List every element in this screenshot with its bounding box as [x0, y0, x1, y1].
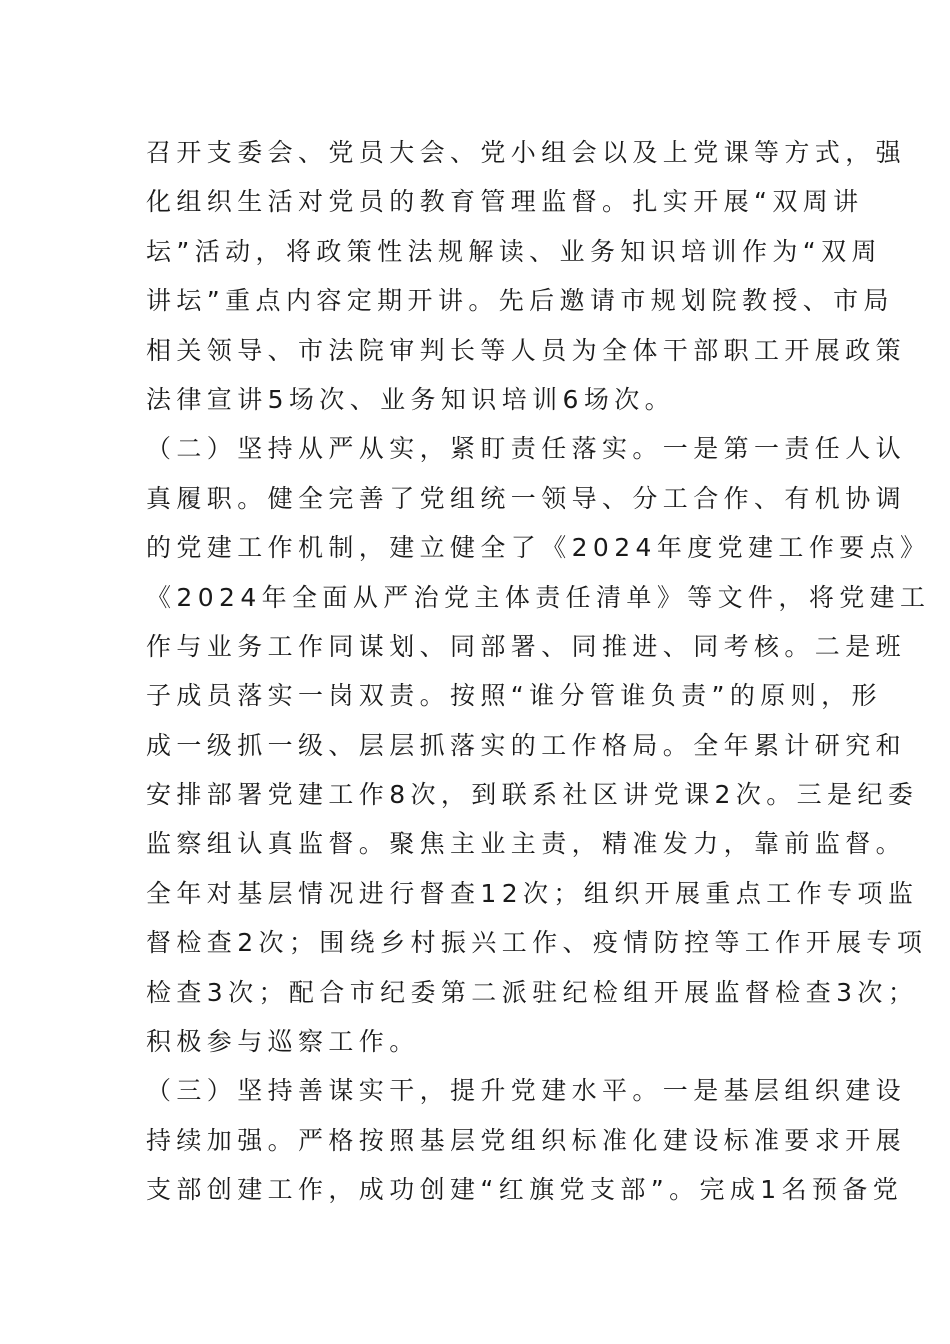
section-heading-line: （二）坚持从严从实，紧盯责任落实。一是第一责任人认: [146, 434, 907, 464]
text-line: 全年对基层情况进行督查12次；组织开展重点工作专项监: [146, 878, 919, 908]
text-line: 安排部署党建工作8次，到联系社区讲党课2次。三是纪委: [146, 780, 919, 810]
text-line: 监察组认真监督。聚焦主业主责，精准发力，靠前监督。: [146, 829, 907, 859]
text-line: 子成员落实一岗双责。按照“谁分管谁负责”的原则，形: [146, 681, 882, 711]
text-line: 讲坛”重点内容定期开讲。先后邀请市规划院教授、市局: [146, 286, 894, 316]
text-line: 坛”活动，将政策性法规解读、业务知识培训作为“双周: [146, 236, 882, 266]
text-line: 成一级抓一级、层层抓落实的工作格局。全年累计研究和: [146, 730, 907, 760]
text-line: 督检查2次；围绕乡村振兴工作、疫情防控等工作开展专项: [146, 928, 928, 958]
section-heading-line: （三）坚持善谋实干，提升党建水平。一是基层组织建设: [146, 1076, 907, 1106]
text-line: 支部创建工作，成功创建“红旗党支部”。完成1名预备党: [146, 1175, 904, 1205]
text-line: 召开支委会、党员大会、党小组会以及上党课等方式，强: [146, 138, 907, 167]
text-line: 持续加强。严格按照基层党组织标准化建设标准要求开展: [146, 1125, 907, 1155]
body-text: [146, 128, 931, 1215]
text-line: 检查3次；配合市纪委第二派驻纪检组开展监督检查3次；: [146, 977, 919, 1007]
text-line: 作与业务工作同谋划、同部署、同推进、同考核。二是班: [146, 631, 907, 661]
text-line: 相关领导、市法院审判长等人员为全体干部职工开展政策: [146, 335, 907, 365]
text-line: 法律宣讲5场次、业务知识培训6场次。: [146, 384, 676, 414]
text-line: 真履职。健全完善了党组统一领导、分工合作、有机协调: [146, 483, 907, 513]
text-line: 的党建工作机制，建立健全了《2024年度党建工作要点》: [146, 533, 931, 563]
text-line: 《2024年全面从严治党主体责任清单》等文件，将党建工: [146, 582, 931, 612]
text-line: 化组织生活对党员的教育管理监督。扎实开展“双周讲: [146, 187, 864, 217]
text-line: 积极参与巡察工作。: [146, 1027, 420, 1057]
